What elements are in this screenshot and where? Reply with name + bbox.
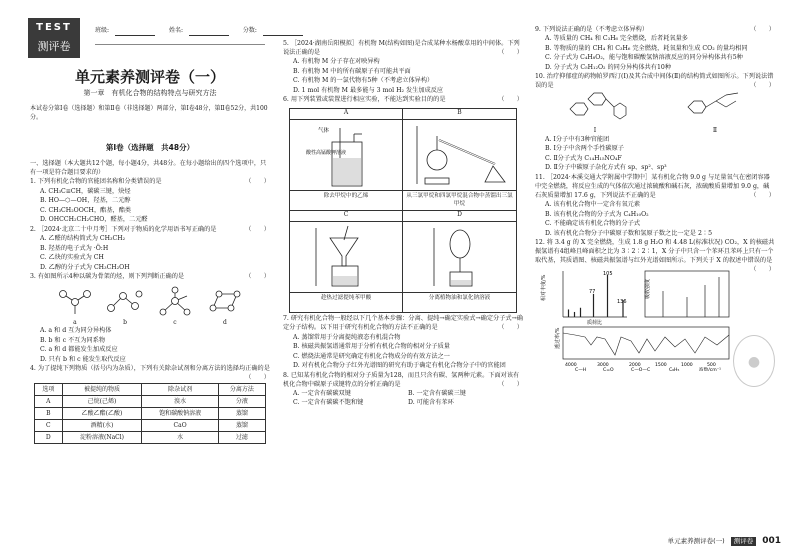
apparatus-c: C 趁热过滤提纯苯甲酸 (290, 211, 403, 312)
badge-top: TEST (36, 22, 72, 33)
chapter-subtitle: 第一章 有机化合物的结构特点与研究方法 (83, 89, 217, 97)
question-5: 5. ［2024·湖南岳阳模拟］有机物 M(结构如图)是合成某种水杨酸草用的中间体。下列说法正确的是 （ ） A. 有机物 M 分子存在对映异构 B. 有机物 M 中的所有碳原子有可能共平面 C. 有机物 M 的一氯代物有5种（不考虑立体异构） D. 1 mol 有机物 M 最多能与 3 mol H₂ 发生加成反应 (283, 40, 523, 94)
option[interactable]: D. OHCCH₂CH₂CHO，醛基，二元醛 (40, 216, 148, 224)
option[interactable]: D. 1 mol 有机物 M 最多能与 3 mol H₂ 发生加成反应 (293, 86, 444, 94)
question-9: 9. 下列说法正确的是（不考虑立体异构） （ ） A. 等质量的 CH₄ 和 C₃H₆ 完全燃烧，后者耗氧量多 B. 等物质的量的 CH₄ 和 C₃H₆ 完全燃烧，耗氧量和生成 CO₂ 的量均相同 C. 分子式为 C₄H₈O₂，能与饱和碳酸氢钠溶液反应的同分异构体共有5种 D. 分子式为 C₅H₁₂O₂ 的同分异构体共有10种 (535, 26, 775, 71)
column-3 (535, 26, 775, 536)
page-footer (668, 535, 781, 548)
option[interactable]: B. b 和 c 不互为同系物 (40, 336, 106, 344)
mass-spectrum (540, 271, 627, 326)
ms-peak-label: 105 (603, 270, 613, 277)
question-7: 7. 研究有机化合物一般经以下几个基本步骤：分离、提纯→确定实验式→确定分子式→确定分子结构。以下用于研究有机化合物的方法不正确的是 （ ） A. 蒸馏常用于分离提纯液态有机混合物 B. 核磁共振氢谱通常用于分析有机化合物的相对分子质量 C. 燃烧法通常是研究确定有机化合物成分的有效方法之一 D. 对有机化合物分子红外光谱图的研究有助于确定有机化合物分子中的官能团 (283, 315, 523, 370)
ms-peak-label: 136 (617, 298, 627, 305)
option[interactable]: B. 该有机化合物的分子式为 C₄H₁₀O₂ (545, 210, 649, 218)
option[interactable]: D. 对有机化合物分子红外光谱图的研究有助于确定有机化合物分子中的官能团 (293, 362, 506, 370)
question-12: 12. 将 3.4 g 的 X 完全燃烧，生成 1.8 g H₂O 和 4.48 L(标准状况) CO₂，X 的核磁共振氢谱有4组峰且峰面积之比为 3∶2∶2∶1，X 分子中只含一个苯环且苯环上只有一个取代基，其质谱图、核磁共振氢谱与红外光谱如图所示。下列关于 X 的叙述中错误的是 （ ） 相对丰度/% 质荷比 105 77 136 吸收强度 透过率/% 4000 3000 2000 1500 1000 500 波数/cm⁻¹ C—H C=O C—O—C C₆H₅ (535, 239, 775, 371)
option[interactable]: C. 有机物 M 的一氯代物有5种（不考虑立体异构） (293, 77, 434, 85)
option[interactable]: A. 该有机化合物中一定含有氧元素 (545, 201, 641, 209)
name-field[interactable]: 姓名: (169, 27, 235, 36)
option[interactable]: D. 可能含有苯环 (408, 399, 454, 407)
option[interactable]: A. CH₃C≡CH，碳碳三键，炔烃 (40, 187, 131, 195)
option[interactable]: B. 有机物 M 中的所有碳原子有可能共平面 (293, 67, 411, 75)
question-10: 10. 治疗抑郁症的药物帕罗西汀(Ⅰ)及其合成中间体(Ⅱ)的结构简式如图所示。下列说法错误的是 （ ） Ⅰ Ⅱ A. Ⅰ分子中有3种官能团 B. Ⅰ分子中含两个手性碳原子 C. Ⅱ分子式为 C₁₄H₁₅NO₄F D. Ⅱ分子中碳原子杂化方式有 sp、sp²、sp³ (535, 73, 775, 172)
nmr-y-label: 吸收强度 (645, 278, 651, 299)
ir-tick: 1000 (681, 362, 693, 368)
apparatus-grid (289, 108, 517, 313)
option[interactable]: D. 该有机化合物分子中碳原子数和氢原子数之比一定是 2∶5 (545, 229, 713, 237)
option[interactable]: C. CH₃CH₂OOCH，酯基，酯类 (40, 206, 132, 214)
footer-tag: 测评卷 (731, 537, 757, 546)
column-2 (283, 40, 523, 536)
option[interactable]: B. HO—⬡—OH，羟基，二元醇 (40, 197, 131, 205)
skeleton-a (57, 286, 93, 316)
carbon-skeletons (30, 283, 270, 319)
table-header: 选项 被提纯的物质 除杂试剂 分离方法 (35, 384, 266, 396)
option[interactable]: D. Ⅱ分子中碳原子杂化方式有 sp、sp²、sp³ (545, 164, 667, 172)
page-number: 001 (762, 535, 781, 546)
class-field[interactable]: 班级: (95, 27, 161, 36)
table-row: A 己烷(己烯) 溴水 分液 (35, 396, 266, 408)
ir-tick: 4000 (565, 362, 577, 368)
question-8: 8. 已知某有机化合物的相对分子质量为128，而且只含有碳、氢两种元素。下面对该有机化合物中碳原子成键特点的分析正确的是 （ ） A. 一定含有碳碳双键 B. 一定含有碳碳三键 C. 一定含有碳碳不饱和键 D. 可能含有苯环 (283, 371, 523, 407)
ir-y-label: 透过率/% (555, 327, 561, 349)
question-6: 6. 用下列装置或装置进行相应实验，不能达到实验目的的是 （ ） A 气体 酸性高锰酸钾溶液 除去甲烷中的乙烯 B 从三氯甲烷和四氯甲烷混合物中蒸馏出三氯甲烷 C 趁热过滤提纯苯甲酸 D 分离植物油和氯化钠溶液 (283, 96, 523, 313)
section-heading: 第Ⅰ卷（选择题 共48分） (105, 143, 195, 152)
wash-bottle-diagram (296, 120, 396, 188)
badge-bottom: 测评卷 (37, 39, 71, 53)
option[interactable]: C. 乙炔的实验式为 CH (40, 254, 104, 262)
test-badge (28, 18, 80, 58)
apparatus-d: D 分离植物油和氯化钠溶液 (403, 211, 516, 312)
student-fields (95, 27, 315, 36)
svg-text:气体: 气体 (318, 128, 330, 135)
ir-tick: 500 (707, 362, 716, 368)
distillation-diagram (405, 120, 515, 188)
skeleton-b (107, 286, 143, 316)
option[interactable]: A. 有机物 M 分子存在对映异构 (293, 58, 380, 66)
option[interactable]: A. 等质量的 CH₄ 和 C₃H₆ 完全燃烧，后者耗氧量多 (545, 35, 688, 43)
option[interactable]: D. 只有 b 和 c 能发生取代反应 (40, 355, 126, 363)
option[interactable]: A. a 和 d 互为同分异构体 (40, 327, 112, 335)
column-1 (30, 160, 270, 444)
option[interactable]: A. 一定含有碳碳双键 (293, 390, 351, 398)
option[interactable]: C. 一定含有碳碳不饱和键 (293, 399, 364, 407)
option[interactable]: A. 蒸馏常用于分离提纯液态有机混合物 (293, 333, 401, 341)
intro-text: 本试卷分第Ⅰ卷（选择题）和第Ⅱ卷（非选择题）两部分，第Ⅰ卷48分，第Ⅱ卷52分，共100分。 (30, 105, 268, 121)
ir-tick: 1500 (655, 362, 667, 368)
ir-group-label: C—H (575, 367, 587, 371)
option[interactable]: B. Ⅰ分子中含两个手性碳原子 (545, 145, 624, 153)
footer-title: 单元素养测评卷(一) (667, 536, 725, 545)
ir-tick: 2000 (629, 362, 641, 368)
option[interactable]: C. 不能确定该有机化合物的分子式 (545, 220, 641, 228)
filtration-diagram (296, 222, 396, 290)
ir-spectrum (554, 327, 729, 371)
svg-text:酸性高锰酸钾溶液: 酸性高锰酸钾溶液 (306, 150, 347, 157)
option[interactable]: D. 乙醇的分子式为 CH₃CH₂OH (40, 263, 130, 271)
separatory-funnel-diagram (410, 222, 510, 290)
ir-tick: 3000 (597, 362, 609, 368)
page-title: 单元素养测评卷（一） (74, 68, 225, 86)
option[interactable]: B. 等物质的量的 CH₄ 和 C₃H₆ 完全燃烧，耗氧量和生成 CO₂ 的量均相同 (545, 44, 748, 52)
question-2: 2. ［2024·北京二十中月考］下列对于物质的化学用语书写正确的是 （ ） A. 乙醛的结构简式为 CH₃CH₂ B. 羟基的电子式为 ·Ö:H C. 乙炔的实验式为 CH D. 乙醇的分子式为 CH₃CH₂OH (30, 225, 270, 271)
question-3: 3. 有如图所示4种以碳为骨架的烃，则下列判断正确的是 （ ） a b c d A. a 和 d 互为同分异构体 B. b 和 c 不互为同系物 C. a 和 d 都能发生加成反应 D. 只有 b 和 c 能发生取代反应 (30, 273, 270, 363)
score-field[interactable]: 分数: (243, 27, 309, 36)
spectra-figure (535, 267, 735, 371)
question-11: 11. ［2024·本溪交通大学附属中学期中］某有机化合物 9.0 g 与足量氧气在密闭容器中完全燃烧，将反应生成的气体依次通过浓硫酸和碱石灰，浓硫酸质量增加 9.0 g，碱石灰质量增加 17.6 g，下列说法不正确的是 （ ） A. 该有机化合物中一定含有氧元素 B. 该有机化合物的分子式为 C₄H₁₀O₂ C. 不能确定该有机化合物的分子式 D. 该有机化合物分子中碳原子数和氢原子数之比一定是 2∶5 (535, 173, 775, 237)
watermark-stamp: ● (733, 335, 775, 387)
ir-x-label: 波数/cm⁻¹ (699, 367, 722, 371)
table-row: B 乙酸乙酯(乙酸) 饱和碳酸钠溶液 蒸馏 (35, 408, 266, 420)
ir-group-label: C=O (603, 367, 614, 371)
part-instructions: 一、选择题（本大题共12个题，每小题4分，共48分。在每小题给出的四个选项中，只有一项是符合题目要求的） (30, 160, 267, 176)
option[interactable]: D. 分子式为 C₅H₁₂O₂ 的同分异构体共有10种 (545, 63, 672, 71)
skeleton-c (157, 286, 193, 316)
option[interactable]: C. Ⅱ分子式为 C₁₄H₁₅NO₄F (545, 154, 622, 162)
ms-y-label: 相对丰度/% (541, 274, 547, 301)
skeleton-labels: a b c d (73, 318, 227, 326)
question-1: 1. 下列有机化合物的官能团名称和分类错误的是 （ ） A. CH₃C≡CH，碳碳三键，炔烃 B. HO—⬡—OH，羟基，二元醇 C. CH₃CH₂OOCH，酯基，酯类 D. OHCCH₂CH₂CHO，醛基，二元醛 (30, 178, 270, 224)
option[interactable]: C. 分子式为 C₄H₈O₂，能与饱和碳酸氢钠溶液反应的同分异构体共有5种 (545, 54, 743, 62)
question-4: 4. 为了提纯下列物质（括号内为杂质），下列有关除杂试剂和分离方法的选择均正确的是 （ ） 选项 被提纯的物质 除杂试剂 分离方法 A 己烷(己烯) 溴水 分液 B 乙酸乙酯(乙酸) 饱和碳酸钠溶液 蒸馏 C 酒精(水) CaO 蒸馏 D 淀粉溶液(NaCl) 水 过滤 (30, 365, 270, 444)
structure-ii: Ⅱ (680, 89, 750, 136)
option[interactable]: B. 一定含有碳碳三键 (408, 390, 466, 398)
option[interactable]: A. 乙醛的结构简式为 CH₃CH₂ (40, 235, 126, 243)
table-row: D 淀粉溶液(NaCl) 水 过滤 (35, 432, 266, 444)
ir-group-label: C—O—C (631, 367, 651, 371)
option[interactable]: C. 燃烧法通常是研究确定有机化合物成分的有效方法之一 (293, 352, 450, 360)
apparatus-a: A 气体 酸性高锰酸钾溶液 除去甲烷中的乙烯 (290, 109, 403, 211)
option[interactable]: B. 羟基的电子式为 ·Ö:H (40, 244, 109, 252)
ms-peak-label: 77 (589, 288, 596, 295)
option[interactable]: B. 核磁共振氢谱通常用于分析有机化合物的相对分子质量 (293, 343, 450, 351)
structure-i: Ⅰ (560, 89, 630, 136)
option[interactable]: C. a 和 d 都能发生加成反应 (40, 346, 118, 354)
table-row: C 酒精(水) CaO 蒸馏 (35, 420, 266, 432)
ir-group-label: C₆H₅ (669, 367, 680, 371)
drug-structures (535, 92, 775, 136)
apparatus-b: B 从三氯甲烷和四氯甲烷混合物中蒸馏出三氯甲烷 (403, 109, 516, 211)
skeleton-d (207, 286, 243, 316)
purification-table (34, 383, 266, 444)
ms-x-label: 质荷比 (587, 319, 603, 326)
option[interactable]: A. Ⅰ分子中有3种官能团 (545, 135, 610, 143)
header-rule (95, 44, 265, 45)
nmr-spectrum (644, 271, 729, 317)
